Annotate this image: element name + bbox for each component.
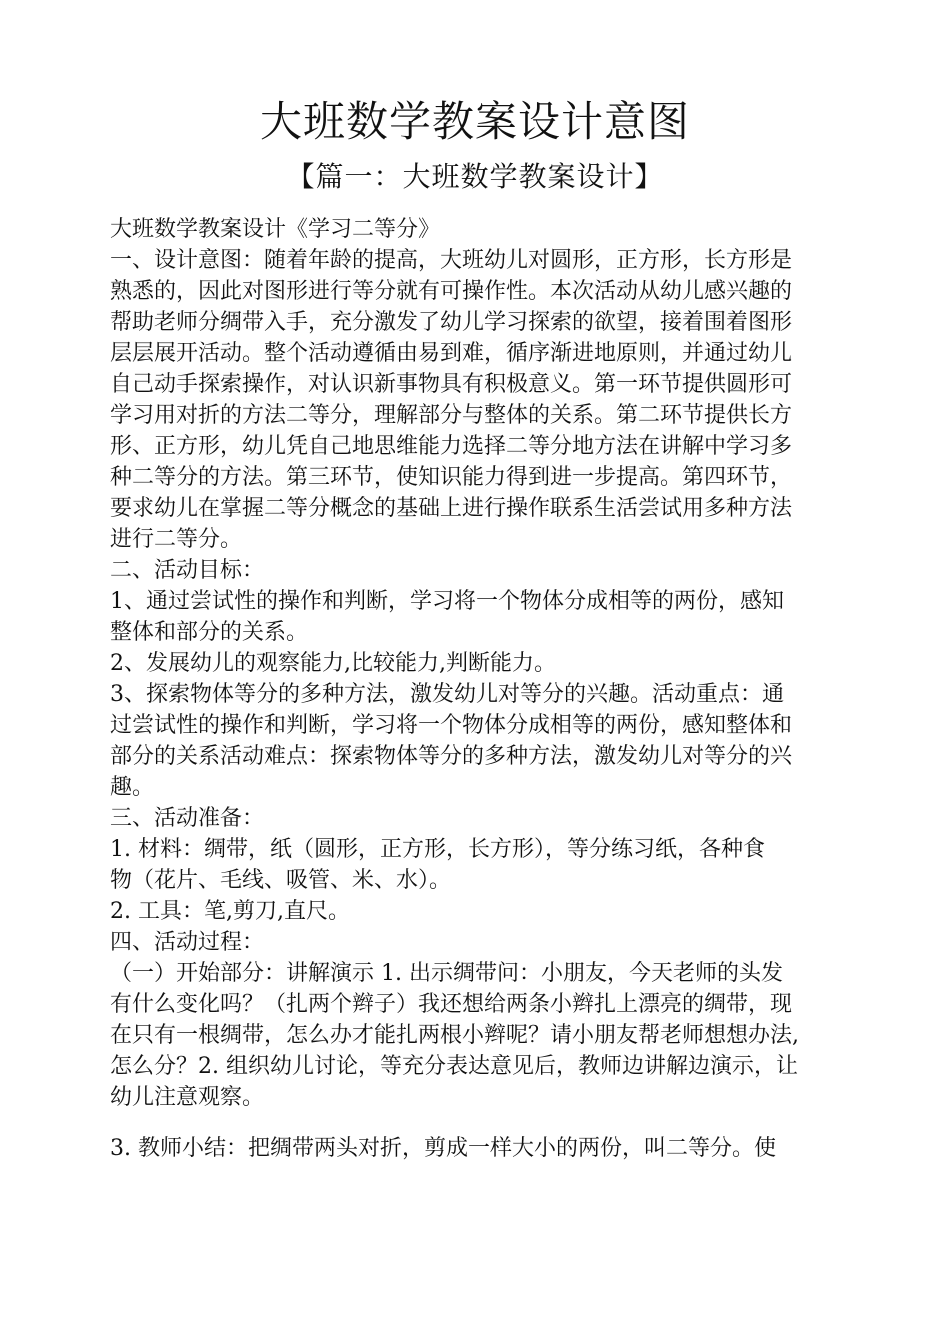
body-line: （一）开始部分：讲解演示 1. 出示绸带问：小朋友，今天老师的头发 — [110, 961, 783, 986]
body-line: 在只有一根绸带，怎么办才能扎两根小辫呢？请小朋友帮老师想想办法, — [110, 1023, 799, 1048]
document-title: 大班数学教案设计意图 — [259, 97, 690, 146]
body-line: 层层展开活动。整个活动遵循由易到难，循序渐进地原则，并通过幼儿 — [110, 341, 793, 366]
body-line: 部分的关系活动难点：探索物体等分的多种方法，激发幼儿对等分的兴 — [110, 744, 793, 769]
section-heading: 二、活动目标： — [110, 558, 265, 583]
body-line: 熟悉的，因此对图形进行等分就有可操作性。本次活动从幼儿感兴趣的 — [110, 279, 793, 304]
section-heading: 四、活动过程： — [110, 930, 265, 955]
body-line: 种二等分的方法。第三环节，使知识能力得到进一步提高。第四环节， — [110, 465, 793, 490]
body-line: 整体和部分的关系。 — [110, 620, 309, 645]
body-line: 自己动手探索操作，对认识新事物具有积极意义。第一环节提供圆形可 — [110, 372, 793, 397]
body-line: 要求幼儿在掌握二等分概念的基础上进行操作联系生活尝试用多种方法 — [110, 496, 793, 521]
body-line: 趣。 — [110, 775, 155, 800]
body-line: 大班数学教案设计《学习二等分》 — [110, 217, 441, 242]
body-line: 3、探索物体等分的多种方法，激发幼儿对等分的兴趣。活动重点：通 — [110, 682, 784, 707]
body-line: 过尝试性的操作和判断，学习将一个物体分成相等的两份，感知整体和 — [110, 713, 793, 738]
body-line: 2. 工具：笔,剪刀,直尺。 — [110, 899, 350, 924]
document-body — [110, 214, 838, 1164]
body-line: 形、正方形，幼儿凭自己地思维能力选择二等分地方法在讲解中学习多 — [110, 434, 793, 459]
body-line: 学习用对折的方法二等分，理解部分与整体的关系。第二环节提供长方 — [110, 403, 793, 428]
paragraph-gap — [110, 1113, 838, 1133]
body-line: 幼儿注意观察。 — [110, 1085, 265, 1110]
body-line: 3. 教师小结：把绸带两头对折，剪成一样大小的两份，叫二等分。使 — [110, 1136, 776, 1161]
body-line: 1、通过尝试性的操作和判断，学习将一个物体分成相等的两份，感知 — [110, 589, 784, 614]
document-subtitle: 【篇一：大班数学教案设计】 — [286, 160, 664, 193]
body-line: 进行二等分。 — [110, 527, 243, 552]
body-line: 2、发展幼儿的观察能力,比较能力,判断能力。 — [110, 651, 556, 676]
body-line: 物（花片、毛线、吸管、米、水）。 — [110, 868, 452, 893]
section-heading: 三、活动准备： — [110, 806, 265, 831]
body-line: 有什么变化吗？（扎两个辫子）我还想给两条小辫扎上漂亮的绸带，现 — [110, 992, 793, 1017]
body-line: 一、设计意图：随着年龄的提高，大班幼儿对圆形，正方形，长方形是 — [110, 248, 793, 273]
body-line: 怎么分？2. 组织幼儿讨论，等充分表达意见后，教师边讲解边演示，让 — [110, 1054, 798, 1079]
body-line: 帮助老师分绸带入手，充分激发了幼儿学习探索的欲望，接着围着图形 — [110, 310, 793, 335]
body-line: 1. 材料：绸带，纸（圆形，正方形，长方形），等分练习纸，各种食 — [110, 837, 765, 862]
